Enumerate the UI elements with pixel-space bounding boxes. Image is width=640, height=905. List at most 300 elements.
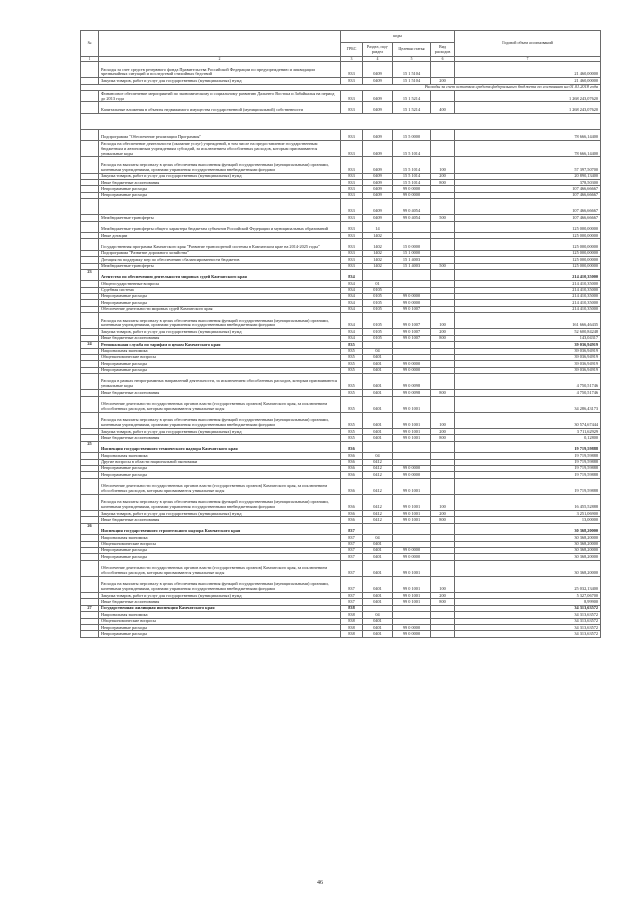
target-article-code: 15 1 5214 bbox=[393, 102, 431, 113]
row-amount: 30 368,20000 bbox=[455, 541, 601, 547]
row-amount: 125 000,00000 bbox=[455, 263, 601, 269]
row-number: 27 bbox=[81, 605, 99, 611]
grbs-code: 837 bbox=[341, 535, 363, 541]
expense-type-code: 200 bbox=[431, 329, 455, 335]
row-name: Обеспечение деятельности государственных органов власти (государственных органов) Камчатского края, за исключением обособленных расходов, которым присваиваются уникальные коды bbox=[99, 478, 341, 494]
grbs-code: 833 bbox=[341, 91, 363, 102]
row-number bbox=[81, 374, 99, 390]
expense-type-code bbox=[431, 221, 455, 232]
expense-type-code bbox=[431, 631, 455, 637]
row-name: Непрограммные расходы bbox=[99, 554, 341, 560]
razdel-code: 0409 bbox=[363, 186, 393, 192]
target-article-code: 15 1 4003 bbox=[393, 257, 431, 263]
row-amount: 107 466,66667 bbox=[455, 199, 601, 215]
razdel-code: 0105 bbox=[363, 329, 393, 335]
row-name: Непрограммные расходы bbox=[99, 367, 341, 373]
expense-type-code bbox=[431, 141, 455, 157]
row-name: Обеспечение деятельности государственных органов власти (государственных органов) Камчатского края, за исключением обособленных расходов, которым присваиваются уникальные коды bbox=[99, 560, 341, 576]
target-article-code: 99 0 1001 bbox=[393, 412, 431, 428]
row-amount: 78 666,14400 bbox=[455, 129, 601, 140]
razdel-code: 0401 bbox=[363, 541, 393, 547]
grbs-code: 835 bbox=[341, 429, 363, 435]
razdel-code: 0401 bbox=[363, 412, 393, 428]
row-number bbox=[81, 102, 99, 113]
column-index: 3 bbox=[341, 57, 363, 62]
row-name: Закупка товаров, работ и услуг для государственных (муниципальных) нужд bbox=[99, 78, 341, 84]
razdel-code: 0401 bbox=[363, 354, 393, 360]
row-amount: 19 719,59888 bbox=[455, 465, 601, 471]
grbs-code: 834 bbox=[341, 294, 363, 300]
expense-type-code bbox=[431, 560, 455, 576]
row-amount: 19 719,59888 bbox=[455, 459, 601, 465]
razdel-code: 04 bbox=[363, 348, 393, 354]
expense-type-code: 800 bbox=[431, 435, 455, 441]
target-article-code: 15 1 5214 bbox=[393, 91, 431, 102]
row-name: Иные бюджетные ассигнования bbox=[99, 390, 341, 396]
grbs-code: 833 bbox=[341, 221, 363, 232]
row-number bbox=[81, 91, 99, 102]
target-article-code: 99 0 1001 bbox=[393, 517, 431, 523]
target-article-code: 15 1 5104 bbox=[393, 62, 431, 78]
target-article-code: 99 0 1001 bbox=[393, 599, 431, 605]
table-row bbox=[81, 396, 601, 412]
row-amount: 125 000,00000 bbox=[455, 250, 601, 256]
row-name: Подпрограмма "Обеспечение реализации Программы" bbox=[99, 129, 341, 140]
page-number: 46 bbox=[317, 880, 323, 886]
row-amount: 161 666,46435 bbox=[455, 313, 601, 329]
grbs-code: 836 bbox=[341, 453, 363, 459]
row-name: Непрограммные расходы bbox=[99, 294, 341, 300]
row-amount: 19 719,59888 bbox=[455, 441, 601, 452]
row-name: Финансовое обеспечение мероприятий по экономическому и социальному развитию Дальнего Востока и Забайкалья на период до 2013 года bbox=[99, 91, 341, 102]
grbs-code: 833 bbox=[341, 157, 363, 173]
razdel-code: 1402 bbox=[363, 239, 393, 250]
target-article-code: 99 0 1001 bbox=[393, 478, 431, 494]
target-article-code: 99 0 0000 bbox=[393, 465, 431, 471]
target-article-code: 99 0 0000 bbox=[393, 294, 431, 300]
expense-type-code: 800 bbox=[431, 180, 455, 186]
razdel-code: 0412 bbox=[363, 494, 393, 510]
razdel-code bbox=[363, 269, 393, 280]
row-name bbox=[99, 199, 341, 215]
row-amount: 21 460,00000 bbox=[455, 62, 601, 78]
row-number bbox=[81, 494, 99, 510]
row-amount: 34 313,63572 bbox=[455, 625, 601, 631]
razdel-code: 1402 bbox=[363, 263, 393, 269]
row-amount: 39 036,94919 bbox=[455, 361, 601, 367]
razdel-code: 0409 bbox=[363, 192, 393, 198]
grbs-code: 834 bbox=[341, 287, 363, 293]
grbs-code: 838 bbox=[341, 612, 363, 618]
table-row bbox=[81, 412, 601, 428]
grbs-code: 836 bbox=[341, 494, 363, 510]
razdel-code: 0412 bbox=[363, 459, 393, 465]
grbs-code: 838 bbox=[341, 618, 363, 624]
row-name: Иные бюджетные ассигнования bbox=[99, 599, 341, 605]
razdel-code: 0412 bbox=[363, 465, 393, 471]
grbs-code: 835 bbox=[341, 412, 363, 428]
column-index: 7 bbox=[455, 57, 601, 62]
grbs-code: 833 bbox=[341, 62, 363, 78]
expense-type-code: 500 bbox=[431, 215, 455, 221]
row-name: Непрограммные расходы bbox=[99, 361, 341, 367]
grbs-code: 833 bbox=[341, 263, 363, 269]
row-amount: 20 890,13400 bbox=[455, 173, 601, 179]
razdel-code: 14 bbox=[363, 221, 393, 232]
row-number bbox=[81, 221, 99, 232]
grbs-code: 834 bbox=[341, 281, 363, 287]
razdel-code: 04 bbox=[363, 612, 393, 618]
section-row bbox=[81, 523, 601, 534]
razdel-code: 0401 bbox=[363, 390, 393, 396]
expense-type-code bbox=[431, 523, 455, 534]
grbs-code: 835 bbox=[341, 367, 363, 373]
row-name: Дотация на поддержку мер по обеспечению сбалансированности бюджетов bbox=[99, 257, 341, 263]
grbs-code: 835 bbox=[341, 435, 363, 441]
razdel-code: 0409 bbox=[363, 78, 393, 84]
expense-type-code bbox=[431, 91, 455, 102]
row-name: Общеэкономические вопросы bbox=[99, 354, 341, 360]
row-name: Иные бюджетные ассигнования bbox=[99, 435, 341, 441]
grbs-code: 833 bbox=[341, 102, 363, 113]
row-name: Национальная экономика bbox=[99, 612, 341, 618]
target-column-header: Целевая статья bbox=[393, 43, 431, 57]
grbs-code: 836 bbox=[341, 459, 363, 465]
razdel-column-header: Раздел, под-раздел bbox=[363, 43, 393, 57]
row-amount: 21 460,00000 bbox=[455, 78, 601, 84]
table-row bbox=[81, 576, 601, 592]
razdel-code: 0105 bbox=[363, 300, 393, 306]
grbs-code: 835 bbox=[341, 354, 363, 360]
row-name: Непрограммные расходы bbox=[99, 631, 341, 637]
row-name: Закупка товаров, работ и услуг для государственных (муниципальных) нужд bbox=[99, 329, 341, 335]
razdel-code: 0401 bbox=[363, 367, 393, 373]
razdel-code: 0401 bbox=[363, 374, 393, 390]
target-article-code: 99 0 1001 bbox=[393, 429, 431, 435]
row-number bbox=[81, 239, 99, 250]
table-row bbox=[81, 113, 601, 129]
table-body bbox=[81, 62, 601, 638]
row-name: Инспекция государственного строительного надзора Камчатского края bbox=[99, 523, 341, 534]
row-amount: 214 410,35000 bbox=[455, 294, 601, 300]
target-article-code: 99 0 1001 bbox=[393, 511, 431, 517]
table-row bbox=[81, 141, 601, 157]
row-name: Общегосударственные вопросы bbox=[99, 281, 341, 287]
row-amount: 107 466,66667 bbox=[455, 192, 601, 198]
row-number: 23 bbox=[81, 269, 99, 280]
row-name: Расходы в рамках непрограммных направлений деятельности, за исключением обособленных расходов, которым присваиваются уникальные коды bbox=[99, 374, 341, 390]
table-row bbox=[81, 560, 601, 576]
table-row bbox=[81, 157, 601, 173]
expense-type-code bbox=[431, 441, 455, 452]
razdel-code: 0412 bbox=[363, 517, 393, 523]
razdel-code: 0409 bbox=[363, 91, 393, 102]
grbs-code: 833 bbox=[341, 199, 363, 215]
expense-type-code bbox=[431, 269, 455, 280]
grbs-code: 834 bbox=[341, 329, 363, 335]
target-article-code: 99 0 1007 bbox=[393, 329, 431, 335]
num-column-header: № bbox=[81, 31, 99, 57]
razdel-code: 0401 bbox=[363, 429, 393, 435]
row-name: Закупка товаров, работ и услуг для государственных (муниципальных) нужд bbox=[99, 511, 341, 517]
target-article-code: 99 0 1001 bbox=[393, 560, 431, 576]
razdel-code: 04 bbox=[363, 535, 393, 541]
target-article-code bbox=[393, 523, 431, 534]
row-amount: 214 410,35000 bbox=[455, 306, 601, 312]
row-name: Обеспечение деятельности государственных органов власти (государственных органов) Камчатского края, за исключением обособленных расходов, которым присваиваются уникальные коды bbox=[99, 396, 341, 412]
row-name: Расходы на выплаты персоналу в целях обеспечения выполнения функций государственными (муниципальными) органами, казенными учреждениями, органами управления государственными внебюджетными фондами bbox=[99, 494, 341, 510]
table-row bbox=[81, 62, 601, 78]
target-article-code: 15 5 1014 bbox=[393, 173, 431, 179]
grbs-code: 835 bbox=[341, 361, 363, 367]
target-article-code: 99 0 0098 bbox=[393, 374, 431, 390]
table-header bbox=[81, 31, 601, 62]
target-article-code: 99 0 0000 bbox=[393, 547, 431, 553]
grbs-code: 833 bbox=[341, 141, 363, 157]
row-name: Непрограммные расходы bbox=[99, 300, 341, 306]
row-name: Обеспечение деятельности мировых судей Камчатского края bbox=[99, 306, 341, 312]
row-amount: 34 313,63572 bbox=[455, 631, 601, 637]
row-number bbox=[81, 478, 99, 494]
razdel-code: 0409 bbox=[363, 141, 393, 157]
section-row bbox=[81, 269, 601, 280]
row-name: Судебная система bbox=[99, 287, 341, 293]
column-index: 4 bbox=[363, 57, 393, 62]
razdel-code: 0409 bbox=[363, 102, 393, 113]
note-text bbox=[81, 113, 601, 129]
expense-type-code bbox=[431, 129, 455, 140]
razdel-code: 1402 bbox=[363, 257, 393, 263]
target-article-code: 99 0 0000 bbox=[393, 361, 431, 367]
target-article-code: 99 0 1007 bbox=[393, 306, 431, 312]
row-amount: 19 719,59888 bbox=[455, 472, 601, 478]
razdel-code: 0401 bbox=[363, 554, 393, 560]
row-name: Национальная экономика bbox=[99, 348, 341, 354]
grbs-code: 833 bbox=[341, 186, 363, 192]
expense-type-code: 100 bbox=[431, 576, 455, 592]
razdel-code: 1402 bbox=[363, 233, 393, 239]
row-amount: 107 466,66667 bbox=[455, 186, 601, 192]
row-name: Непрограммные расходы bbox=[99, 547, 341, 553]
row-amount: 30 368,20000 bbox=[455, 523, 601, 534]
row-amount: 52 600,84248 bbox=[455, 329, 601, 335]
grbs-code: 833 bbox=[341, 250, 363, 256]
table-row bbox=[81, 631, 601, 637]
target-article-code: 15 5 1014 bbox=[393, 157, 431, 173]
row-number bbox=[81, 129, 99, 140]
target-article-code: 99 0 0000 bbox=[393, 367, 431, 373]
razdel-code: 0105 bbox=[363, 335, 393, 341]
row-name: Инспекция государственного технического надзора Камчатского края bbox=[99, 441, 341, 452]
row-name: Расходы на выплаты персоналу в целях обеспечения выполнения функций государственными (муниципальными) органами, казенными учреждениями, органами управления государственными внебюджетными фондами bbox=[99, 576, 341, 592]
target-article-code: 15 5 1014 bbox=[393, 180, 431, 186]
table-row bbox=[81, 102, 601, 113]
grbs-code: 834 bbox=[341, 269, 363, 280]
grbs-code: 834 bbox=[341, 335, 363, 341]
table-row bbox=[81, 239, 601, 250]
grbs-code: 837 bbox=[341, 599, 363, 605]
row-name: Общеэкономические вопросы bbox=[99, 541, 341, 547]
expense-type-code: 800 bbox=[431, 335, 455, 341]
row-number bbox=[81, 141, 99, 157]
expense-type-code: 100 bbox=[431, 494, 455, 510]
row-amount: 13,00000 bbox=[455, 517, 601, 523]
row-amount: 107 466,66667 bbox=[455, 215, 601, 221]
expense-type-code: 200 bbox=[431, 593, 455, 599]
row-name: Расходы на выплаты персоналу в целях обеспечения выполнения функций государственными (муниципальными) органами, казенными учреждениями, органами управления государственными внебюджетными фондами bbox=[99, 313, 341, 329]
section-row bbox=[81, 441, 601, 452]
vr-column-header: Вид расходов bbox=[431, 43, 455, 57]
target-article-code bbox=[393, 221, 431, 232]
row-amount: 39 036,94919 bbox=[455, 348, 601, 354]
razdel-code: 0105 bbox=[363, 287, 393, 293]
grbs-code: 837 bbox=[341, 576, 363, 592]
expense-type-code: 200 bbox=[431, 429, 455, 435]
table-row bbox=[81, 313, 601, 329]
grbs-code: 833 bbox=[341, 173, 363, 179]
row-name: Закупка товаров, работ и услуг для государственных (муниципальных) нужд bbox=[99, 593, 341, 599]
grbs-code: 838 bbox=[341, 625, 363, 631]
razdel-code bbox=[363, 441, 393, 452]
razdel-code: 0401 bbox=[363, 576, 393, 592]
row-number bbox=[81, 199, 99, 215]
grbs-code: 833 bbox=[341, 180, 363, 186]
row-name: Региональная служба по тарифам и ценам Камчатского края bbox=[99, 342, 341, 348]
grbs-code: 838 bbox=[341, 631, 363, 637]
row-amount: 214 410,35000 bbox=[455, 287, 601, 293]
row-number: 26 bbox=[81, 523, 99, 534]
row-amount: 4 750,51746 bbox=[455, 390, 601, 396]
grbs-code: 833 bbox=[341, 233, 363, 239]
razdel-code: 0105 bbox=[363, 294, 393, 300]
row-amount: 34 313,63572 bbox=[455, 618, 601, 624]
row-name: Расходы на обеспечение деятельности (оказание услуг) учреждений, в том числе на предоставление государственным бюджетным и автономным учреждениям субсидий, за исключением обособленных расходов, которым присваиваются уникальные коды bbox=[99, 141, 341, 157]
row-number bbox=[81, 412, 99, 428]
grbs-code: 837 bbox=[341, 554, 363, 560]
row-name: Агентство по обеспечению деятельности мировых судей Камчатского края bbox=[99, 269, 341, 280]
row-amount: 1 268 243,07620 bbox=[455, 102, 601, 113]
grbs-code: 837 bbox=[341, 523, 363, 534]
expense-type-code: 800 bbox=[431, 517, 455, 523]
razdel-code: 0401 bbox=[363, 625, 393, 631]
row-amount: 78 666,14400 bbox=[455, 141, 601, 157]
table-row bbox=[81, 199, 601, 215]
row-name: Другие вопросы в области национальной экономики bbox=[99, 459, 341, 465]
razdel-code: 0401 bbox=[363, 547, 393, 553]
row-amount: 30 368,20000 bbox=[455, 554, 601, 560]
row-name: Общеэкономические вопросы bbox=[99, 618, 341, 624]
target-article-code: 99 0 1001 bbox=[393, 576, 431, 592]
codes-header: коды bbox=[341, 31, 455, 43]
row-amount: 3 711,62929 bbox=[455, 429, 601, 435]
target-article-code: 99 0 0000 bbox=[393, 300, 431, 306]
expense-type-code: 200 bbox=[431, 173, 455, 179]
razdel-code: 0401 bbox=[363, 599, 393, 605]
target-article-code: 15 5 1014 bbox=[393, 141, 431, 157]
expense-type-code bbox=[431, 478, 455, 494]
target-article-code: 99 0 1001 bbox=[393, 396, 431, 412]
row-amount: 30 368,20000 bbox=[455, 547, 601, 553]
target-article-code bbox=[393, 269, 431, 280]
target-article-code: 99 0 1007 bbox=[393, 313, 431, 329]
row-amount: 214 410,35000 bbox=[455, 281, 601, 287]
grbs-code: 837 bbox=[341, 541, 363, 547]
column-index: 6 bbox=[431, 57, 455, 62]
razdel-code: 0409 bbox=[363, 62, 393, 78]
razdel-code: 0401 bbox=[363, 435, 393, 441]
row-name: Межбюджетные трансферты общего характера бюджетам субъектов Российской Федерации и муниципальных образований bbox=[99, 221, 341, 232]
row-name: Межбюджетные трансферты bbox=[99, 215, 341, 221]
razdel-code: 0409 bbox=[363, 215, 393, 221]
expense-type-code: 100 bbox=[431, 412, 455, 428]
name-column-header bbox=[99, 31, 341, 57]
target-article-code: 99 0 1001 bbox=[393, 494, 431, 510]
row-amount: 25 032,13400 bbox=[455, 576, 601, 592]
grbs-code: 834 bbox=[341, 300, 363, 306]
row-name: Закупка товаров, работ и услуг для государственных (муниципальных) нужд bbox=[99, 173, 341, 179]
expense-type-code bbox=[431, 396, 455, 412]
expense-type-code: 200 bbox=[431, 78, 455, 84]
row-number bbox=[81, 576, 99, 592]
grbs-code: 835 bbox=[341, 390, 363, 396]
razdel-code: 0409 bbox=[363, 157, 393, 173]
row-number: 24 bbox=[81, 342, 99, 348]
razdel-code: 0412 bbox=[363, 511, 393, 517]
row-amount: 214 410,35000 bbox=[455, 269, 601, 280]
expense-type-code bbox=[431, 239, 455, 250]
row-number bbox=[81, 313, 99, 329]
row-amount: 125 000,00000 bbox=[455, 221, 601, 232]
expense-type-code: 500 bbox=[431, 263, 455, 269]
row-amount: 378,50300 bbox=[455, 180, 601, 186]
row-number bbox=[81, 560, 99, 576]
row-amount: 30 368,20000 bbox=[455, 535, 601, 541]
row-name: Иные бюджетные ассигнования bbox=[99, 517, 341, 523]
table-row bbox=[81, 91, 601, 102]
row-name: Непрограммные расходы bbox=[99, 625, 341, 631]
row-name: Государственная жилищная инспекция Камчатского края bbox=[99, 605, 341, 611]
razdel-code: 1402 bbox=[363, 250, 393, 256]
row-amount: 4 750,51746 bbox=[455, 374, 601, 390]
row-amount: 39 036,94919 bbox=[455, 354, 601, 360]
note-text: Расходы за счет остатков средств федерального бюджета по состоянию на 01.01.2018 года bbox=[81, 84, 601, 90]
target-article-code: 99 0 0000 bbox=[393, 186, 431, 192]
row-name: Национальная экономика bbox=[99, 453, 341, 459]
row-name: Непрограммные расходы bbox=[99, 186, 341, 192]
target-article-code: 15 1 0000 bbox=[393, 250, 431, 256]
grbs-code: 836 bbox=[341, 517, 363, 523]
row-amount: 8,99900 bbox=[455, 599, 601, 605]
row-name: Расходы за счет средств резервного фонда Правительства Российской Федерации по предупреждению и ликвидации чрезвычайных ситуаций и последствий стихийных бедствий bbox=[99, 62, 341, 78]
expense-type-code: 100 bbox=[431, 313, 455, 329]
row-name: Непрограммные расходы bbox=[99, 192, 341, 198]
target-article-code: 99 0 0000 bbox=[393, 472, 431, 478]
razdel-code: 0412 bbox=[363, 478, 393, 494]
row-name: Иные бюджетные ассигнования bbox=[99, 335, 341, 341]
razdel-code: 0401 bbox=[363, 631, 393, 637]
row-amount: 39 036,94919 bbox=[455, 367, 601, 373]
row-name: Непрограммные расходы bbox=[99, 472, 341, 478]
row-amount: 19 719,59888 bbox=[455, 478, 601, 494]
grbs-code: 833 bbox=[341, 129, 363, 140]
grbs-code: 838 bbox=[341, 605, 363, 611]
razdel-code: 0409 bbox=[363, 129, 393, 140]
row-amount: 3 251,06900 bbox=[455, 511, 601, 517]
row-amount: 19 719,59888 bbox=[455, 453, 601, 459]
target-article-code: 99 0 1007 bbox=[393, 335, 431, 341]
expense-type-code bbox=[431, 62, 455, 78]
grbs-code: 834 bbox=[341, 313, 363, 329]
